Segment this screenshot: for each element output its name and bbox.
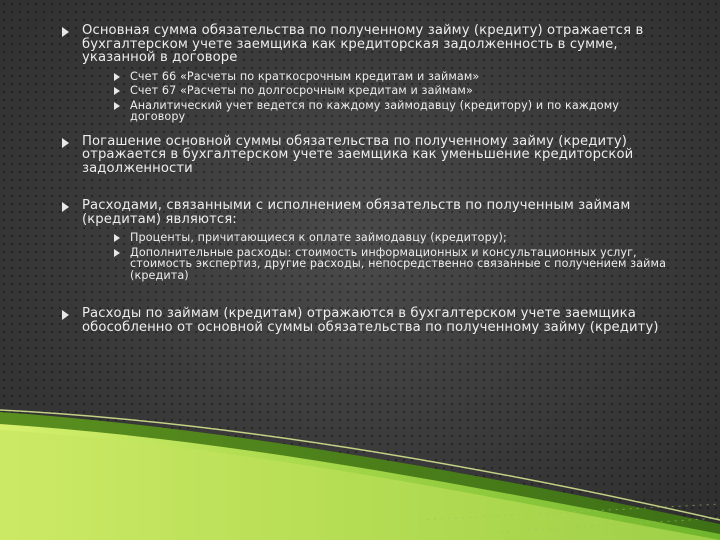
bullet-text: Основная сумма обязательства по полученному займу (кредиту) отражается в бухгалтерском учете заемщика как кредиторская задолженность в сумме, указанной в договоре (82, 23, 644, 65)
bullet-item (62, 135, 674, 176)
sub-bullet-text: Проценты, причитающиеся к оплате займодавцу (кредитору); (130, 231, 507, 244)
bullet-arrow-icon (62, 310, 69, 320)
bullet-text: Погашение основной суммы обязательства по полученному займу (кредиту) отражается в бухгалтерском учете заемщика как уменьшение кредиторской задолженности (82, 133, 634, 176)
sub-bullet-arrow-icon (114, 87, 120, 95)
bullet-item (62, 307, 674, 334)
sub-bullet-item (114, 100, 674, 123)
bullet-text: Расходы по займам (кредитам) отражаются в бухгалтерском учете заемщика обособленно от основной суммы обязательства по полученному займу (кредиту) (82, 306, 659, 335)
sub-bullet-item (114, 247, 674, 282)
sub-bullet-text: Дополнительные расходы: стоимость информационных и консультационных услуг, стоимость экспертиз, другие расходы, непосредственно связанные с получением займа (кредита) (130, 245, 667, 282)
slide-content (62, 24, 674, 334)
sub-list (114, 232, 674, 281)
sub-bullet-text: Счет 66 «Расчеты по краткосрочным кредитам и займам» (130, 69, 480, 83)
sub-bullet-arrow-icon (114, 249, 120, 257)
bullet-arrow-icon (62, 202, 69, 212)
bullet-item (62, 199, 674, 281)
bullet-item (62, 24, 674, 123)
bullet-text: Расходами, связанными с исполнением обязательств по полученным займам (кредитам) являются: (82, 198, 631, 227)
sub-bullet-item (114, 85, 674, 97)
sub-bullet-text: Счет 67 «Расчеты по долгосрочным кредитам и займам» (130, 84, 473, 97)
sub-bullet-arrow-icon (114, 73, 120, 81)
decorative-green-swoosh (0, 400, 720, 540)
sub-list (114, 71, 674, 123)
bullet-arrow-icon (62, 27, 69, 37)
bullet-arrow-icon (62, 138, 69, 148)
sub-bullet-item (114, 71, 674, 83)
sub-bullet-item (114, 232, 674, 244)
sub-bullet-arrow-icon (114, 234, 120, 242)
sub-bullet-arrow-icon (114, 102, 120, 110)
sub-bullet-text: Аналитический учет ведется по каждому займодавцу (кредитору) и по каждому договору (130, 98, 619, 123)
